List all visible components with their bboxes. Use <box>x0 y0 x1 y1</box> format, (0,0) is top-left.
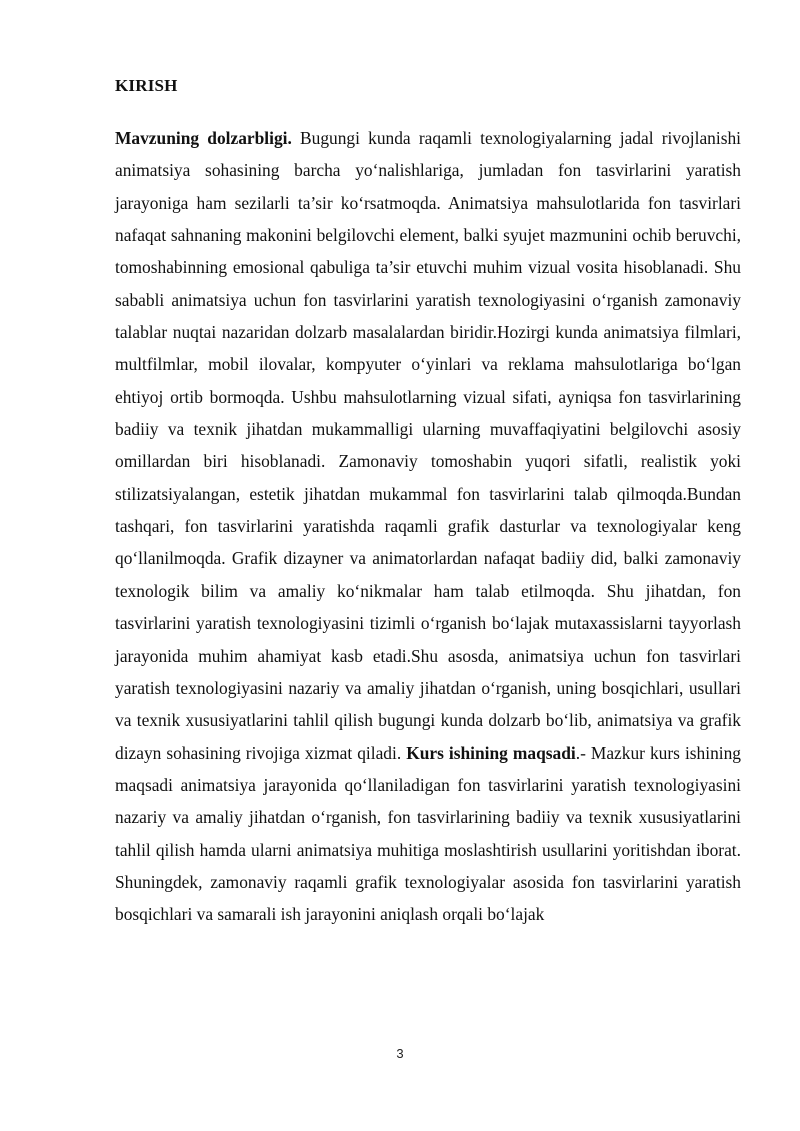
goal-text: .- Mazkur kurs ishining maqsadi animatsiya jarayonida qo‘llaniladigan fon tasvirlarini yaratish texnologiyasini nazariy va amaliy jihatdan o‘rganish, fon tasvirlarining badiiy va texnik xususiyatlarini tahlil qilish hamda ularni animatsiya muhitiga moslashtirish usullarini yoritishdan iborat. Shuningdek, zamonaviy raqamli grafik texnologiyalar asosida fon tasvirlarini yaratish bosqichlari va samarali ish jarayonini aniqlash orqali bo‘lajak <box>115 742 741 925</box>
body-paragraph <box>115 122 741 931</box>
intro-label: Mavzuning dolzarbligi. <box>115 128 292 148</box>
page-number: 3 <box>396 1046 404 1061</box>
goal-label: Kurs ishining maqsadi <box>406 742 576 763</box>
section-heading: KIRISH <box>115 76 178 95</box>
intro-text: Bugungi kunda raqamli texnologiyalarning jadal rivojlanishi animatsiya sohasining barcha yo‘nalishlariga, jumladan fon tasvirlarini yaratish jarayoniga ham sezilarli ta’sir ko‘rsatmoqda. Animatsiya mahsulotlarida fon tasvirlari nafaqat sahnaning makonini belgilovchi element, balki syujet mazmunini ochib beruvchi, tomoshabinning emosional qabuliga ta’sir etuvchi muhim vizual vosita hisoblanadi. Shu sababli animatsiya uchun fon tasvirlarini yaratish texnologiyasini o‘rganish zamonaviy talablar nuqtai nazaridan dolzarb masalalardan biridir.Hozirgi kunda animatsiya filmlari, multfilmlar, mobil ilovalar, kompyuter o‘yinlari va reklama mahsulotlariga bo‘lgan ehtiyoj ortib bormoqda. Ushbu mahsulotlarning vizual sifati, ayniqsa fon tasvirlarining badiiy va texnik jihatdan mukammalligi ularning muvaffaqiyatini belgilovchi asosiy omillardan biri hisoblanadi. Zamonaviy tomoshabin yuqori sifatli, realistik yoki stilizatsiyalangan, estetik jihatdan mukammal fon tasvirlarini talab qilmoqda.Bundan tashqari, fon tasvirlarini yaratishda raqamli grafik dasturlar va texnologiyalar keng qo‘llanilmoqda. Grafik dizayner va animatorlardan nafaqat badiiy did, balki zamonaviy texnologik bilim va amaliy ko‘nikmalar ham talab etilmoqda. Shu jihatdan, fon tasvirlarini yaratish texnologiyasini tizimli o‘rganish bo‘lajak mutaxassislarni tayyorlash jarayonida muhim ahamiyat kasb etadi.Shu asosda, animatsiya uchun fon tasvirlari yaratish texnologiyasini nazariy va amaliy jihatdan o‘rganish, uning bosqichlari, usullari va texnik xususiyatlarini tahlil qilish bugungi kunda dolzarb bo‘lib, animatsiya va grafik dizayn sohasining rivojiga xizmat qiladi. <box>115 128 741 763</box>
